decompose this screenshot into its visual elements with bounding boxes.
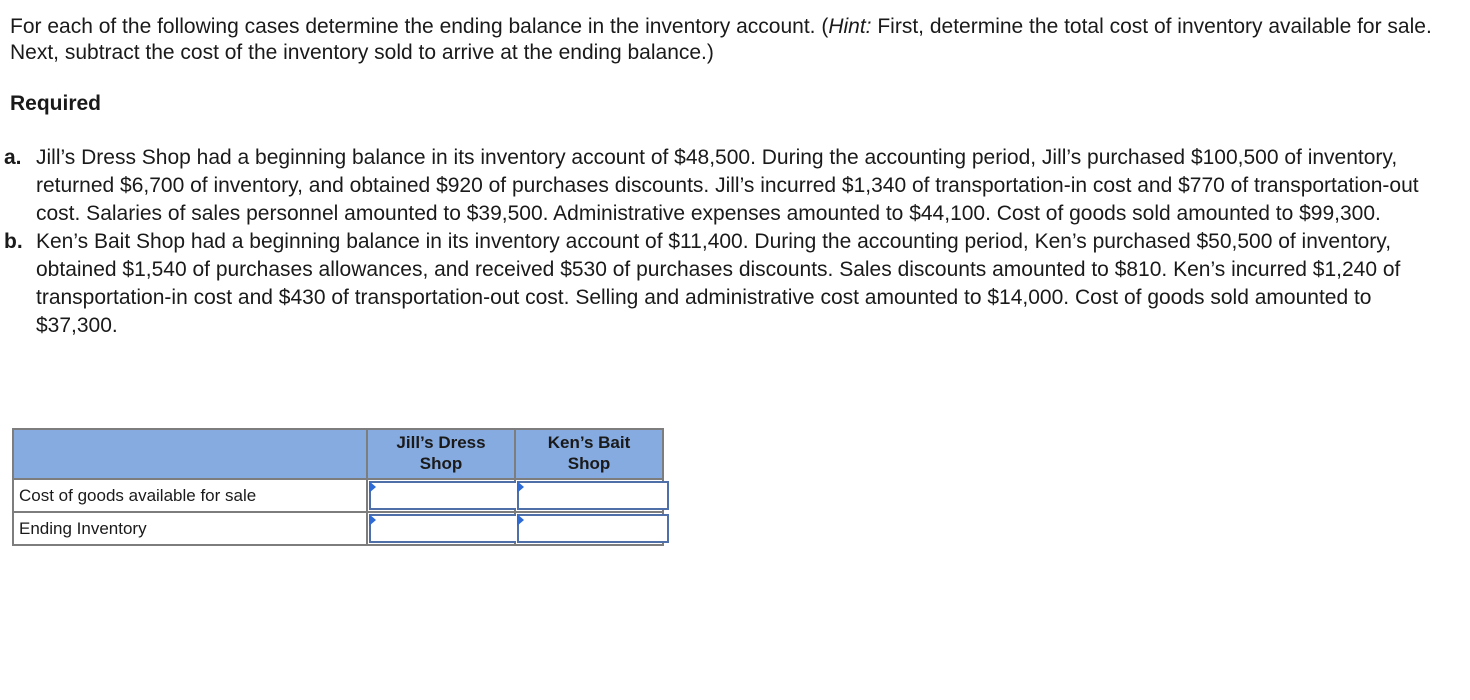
row-label-cost-available: Cost of goods available for sale [13,479,367,512]
instructions-hint-text: First, determine the total cost of inventory available for sale. Next, subtract the cost of the inventory sold to arrive at the ending balance.) [10,15,1432,64]
instructions-prefix: For each of the following cases determine the ending balance in the inventory account. ( [10,15,829,38]
case-list [0,144,1420,340]
header-ken-line1: Ken’s Bait [547,433,631,452]
answer-flag-icon [517,481,524,493]
answer-table [12,428,664,546]
case-letter: b. [4,230,23,253]
required-heading: Required [10,92,102,115]
cell-ken-ending-inventory [515,512,663,545]
case-letter: a. [4,146,22,169]
hint-label: Hint: [828,15,872,38]
jill-ending-inventory-input[interactable] [369,514,521,543]
header-jill-line1: Jill’s Dress [396,433,486,452]
cell-jill-ending-inventory [367,512,515,545]
table-row [13,512,663,545]
header-kens-bait-shop [515,429,663,479]
ken-ending-inventory-input[interactable] [517,514,669,543]
jill-cost-available-input[interactable] [369,481,521,510]
header-jill-line2: Shop [419,454,463,473]
table-header-row [13,429,663,479]
cell-jill-cost-available [367,479,515,512]
answer-flag-icon [517,514,524,526]
cell-ken-cost-available [515,479,663,512]
answer-flag-icon [369,481,376,493]
case-text: Jill’s Dress Shop had a beginning balance in its inventory account of $48,500. During the accounting period, Jill’s purchased $100,500 of inventory, returned $6,700 of inventory, and obtained $920 of purchases discounts. Jill’s incurred $1,340 of transportation-in cost and $770 of transportation-out cost. Salaries of sales personnel amounted to $39,500. Administrative expenses amounted to $44,100. Cost of goods sold amounted to $99,300. [36,146,1419,225]
header-ken-line2: Shop [567,454,611,473]
header-jills-dress-shop [367,429,515,479]
answer-flag-icon [369,514,376,526]
instructions [10,14,1450,66]
case-b [0,228,1420,340]
table-row [13,479,663,512]
row-label-ending-inventory: Ending Inventory [13,512,367,545]
case-text: Ken’s Bait Shop had a beginning balance in its inventory account of $11,400. During the accounting period, Ken’s purchased $50,500 of inventory, obtained $1,540 of purchases allowances, and received $530 of purchases discounts. Sales discounts amounted to $810. Ken’s incurred $1,240 of transportation-in cost and $430 of transportation-out cost. Selling and administrative cost amounted to $14,000. Cost of goods sold amounted to $37,300. [36,230,1401,337]
ken-cost-available-input[interactable] [517,481,669,510]
case-a [0,144,1420,228]
header-blank [13,429,367,479]
